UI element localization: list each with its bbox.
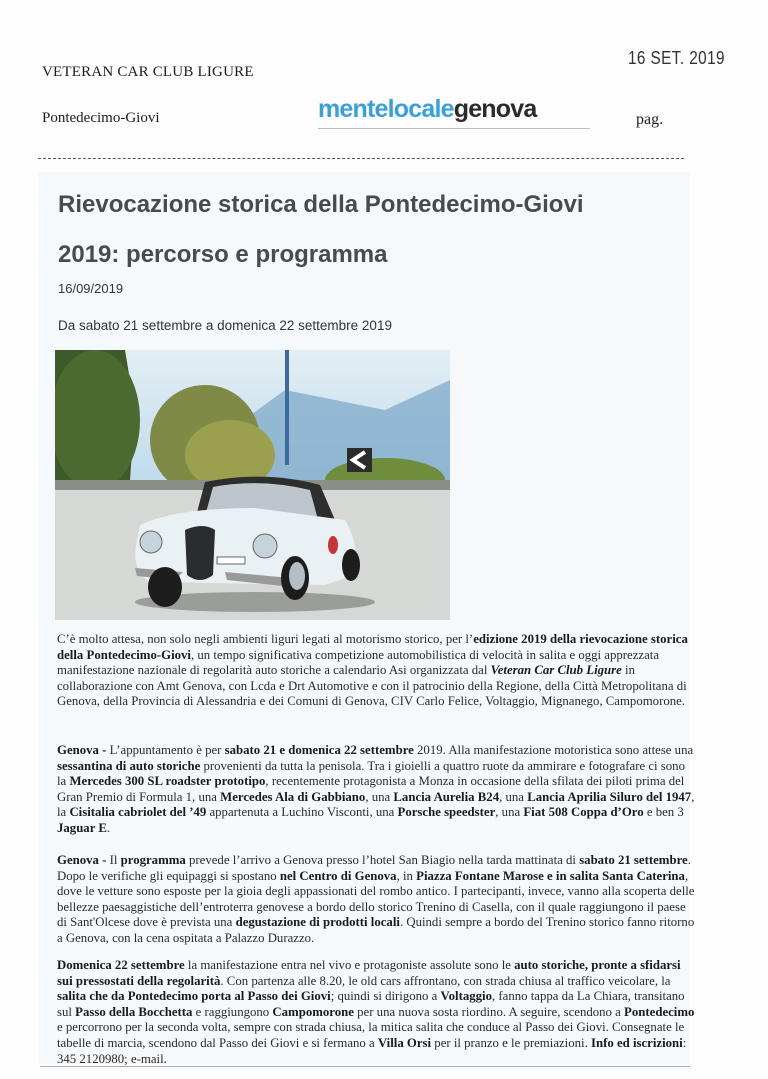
text-run: appartenuta a Luchino Visconti, una	[206, 805, 398, 820]
text-run: in collaborazione con Amt Genova, con Lcda e Drt Automotive e con il patrocinio della Regione, della Città Metropolitana di Genova, della Provincia di Alessandria e dei Comuni di Genova, CIV Carlo Felice, Voltaggio, Mignanego, Campomorone.	[57, 663, 687, 709]
text-run: provenienti da tutta la penisola. Tra i gioielli a quattro ruote da ammirare e fotografare ci sono la	[57, 758, 685, 789]
emphasis-run: Lancia Aurelia B24	[393, 789, 500, 804]
article-date: 16/09/2019	[58, 281, 124, 296]
text-run: , una	[499, 789, 528, 804]
emphasis-run: Fiat 508 Coppa d’Oro	[523, 805, 644, 820]
emphasis-run: Villa Orsi	[377, 1035, 432, 1050]
title-line-2: 2019: percorso e programma	[58, 241, 388, 268]
source-logo	[318, 92, 590, 126]
title-line-1: Rievocazione storica della Pontedecimo-Giovi	[58, 191, 584, 218]
text-run: , in	[396, 868, 417, 883]
text-run: . Dopo le verifiche gli equipaggi si spostano	[57, 853, 691, 883]
text-run: , fanno tappa da La Chiara, transitano sul	[57, 989, 685, 1019]
emphasis-run: sabato 21 settembre	[579, 853, 688, 867]
emphasis-run: Piazza Fontane Marose e in salita Santa Caterina	[416, 868, 685, 883]
emphasis-run: Lancia Aprilia Siluro del 1947	[527, 789, 692, 804]
emphasis-run: Jaguar E	[57, 820, 107, 835]
emphasis-run: Veteran Car Club Ligure	[490, 663, 622, 678]
text-run: , la	[57, 789, 695, 820]
emphasis-run: Genova -	[57, 743, 110, 757]
paragraph-sunday-programme	[57, 958, 697, 1067]
emphasis-run: Mercedes 300 SL roadster prototipo	[69, 774, 266, 789]
emphasis-run: Info ed iscrizioni	[591, 1035, 683, 1050]
emphasis-run: salita che da Pontedecimo porta al Passo dei Giovi	[57, 989, 331, 1004]
text-run: . Quindi sempre a bordo del Trenino storico fanno ritorno a Genova, con la cena ospitata a Palazzo Durazzo.	[57, 915, 695, 945]
text-run: . Con partenza alle 8.20, le old cars affrontano, con strada chiusa al traffico veicolare, la	[220, 973, 671, 988]
text-run: , una	[495, 805, 524, 820]
logo-underline	[318, 128, 590, 129]
text-run: prevede l’arrivo a Genova presso l’hotel San Biagio nella tarda mattinata di	[185, 853, 580, 867]
emphasis-run: Pontedecimo	[624, 1004, 695, 1019]
text-run: , una	[365, 789, 394, 804]
text-run: , recentemente protagonista a Monza in occasione della sfilata dei piloti prima del Gran Premio di Formula 1, una	[57, 774, 685, 804]
text-run: 2019. Alla manifestazione motoristica sono attese una	[413, 743, 694, 757]
emphasis-run: Porsche speedster	[397, 805, 496, 820]
emphasis-run: Genova -	[57, 853, 110, 867]
club-name: VETERAN CAR CLUB LIGURE	[42, 64, 254, 80]
logo-part-genova: genova	[453, 95, 537, 123]
text-run: Il	[109, 853, 121, 867]
text-run: per una nuova sosta riordino. A seguire, scendono a	[353, 1004, 625, 1019]
emphasis-run: auto storiche, pronte a sfidarsi sui pressostati della regolarità	[57, 958, 681, 988]
text-run: e raggiungono	[192, 1004, 273, 1019]
emphasis-run: Voltaggio	[440, 989, 492, 1004]
emphasis-run: Passo della Bocchetta	[75, 1004, 193, 1019]
paragraph-saturday-programme	[57, 853, 697, 947]
emphasis-run: sessantina di auto storiche	[57, 758, 201, 773]
emphasis-run: Domenica 22 settembre	[57, 958, 185, 972]
emphasis-run: nel Centro di Genova	[279, 868, 397, 883]
text-run: e ben 3	[643, 805, 684, 820]
emphasis-run: Cisitalia cabriolet del ’49	[69, 805, 207, 820]
emphasis-run: sabato 21 e domenica 22 settembre	[224, 743, 414, 757]
date-stamp: 16 SET. 2019	[628, 48, 725, 68]
text-run: .	[106, 820, 111, 835]
text-run: per il pranzo e le premiazioni.	[431, 1035, 591, 1050]
logo-part-mentelocale: mentelocale	[318, 95, 454, 123]
emphasis-run: degustazione di prodotti locali	[235, 915, 400, 930]
text-run: C’è molto attesa, non solo negli ambienti liguri legati al motorismo storico, per l’	[57, 632, 474, 646]
text-run: , dove le vetture sono esposte per la gioia degli appassionati del rombo antico. I partecipanti, invece, vanno alla scoperta delle bellezze paesaggistiche dell’entroterra genovese a bordo dello storico Trenino di Casella, con il quale raggiungono il paese di Sant'Olcese dove è prevista una	[57, 868, 695, 930]
car-photo-illustration	[55, 350, 450, 620]
emphasis-run: edizione 2019 della rievocazione storica della Pontedecimo-Giovi	[57, 632, 688, 662]
emphasis-run: Campomorone	[272, 1004, 354, 1019]
paragraph-intro	[57, 632, 697, 710]
emphasis-run: Mercedes Ala di Gabbiano	[220, 789, 366, 804]
text-run: , un tempo significativa competizione automobilistica di velocità in salita e oggi apprezzata manifestazione nazionale di regolarità auto storiche a calendario Asi organizzata dal	[57, 647, 659, 678]
emphasis-run: programma	[120, 853, 186, 867]
event-name: Pontedecimo-Giovi	[42, 110, 160, 126]
text-run: ; quindi si dirigono a	[330, 989, 441, 1004]
text-run: e percorrono per la seconda volta, sempre con strada chiusa, la mitica salita che conduce al Passo dei Giovi. Consegnate le tabelle di marcia, scendono dal Passo dei Giovi e si fermano a	[57, 1020, 685, 1050]
article-photo	[55, 350, 450, 620]
text-run: la manifestazione entra nel vivo e protagoniste assolute sono le	[184, 958, 515, 972]
article-subtitle: Da sabato 21 settembre a domenica 22 settembre 2019	[58, 318, 392, 333]
page-label: pag.	[636, 111, 664, 128]
article-title	[58, 180, 678, 280]
text-run: : 345 2120980; e-mail.	[57, 1035, 687, 1066]
dashed-divider	[38, 158, 684, 159]
text-run: L’appuntamento è per	[109, 743, 225, 757]
paragraph-cars	[57, 743, 697, 837]
bottom-divider	[40, 1066, 690, 1067]
